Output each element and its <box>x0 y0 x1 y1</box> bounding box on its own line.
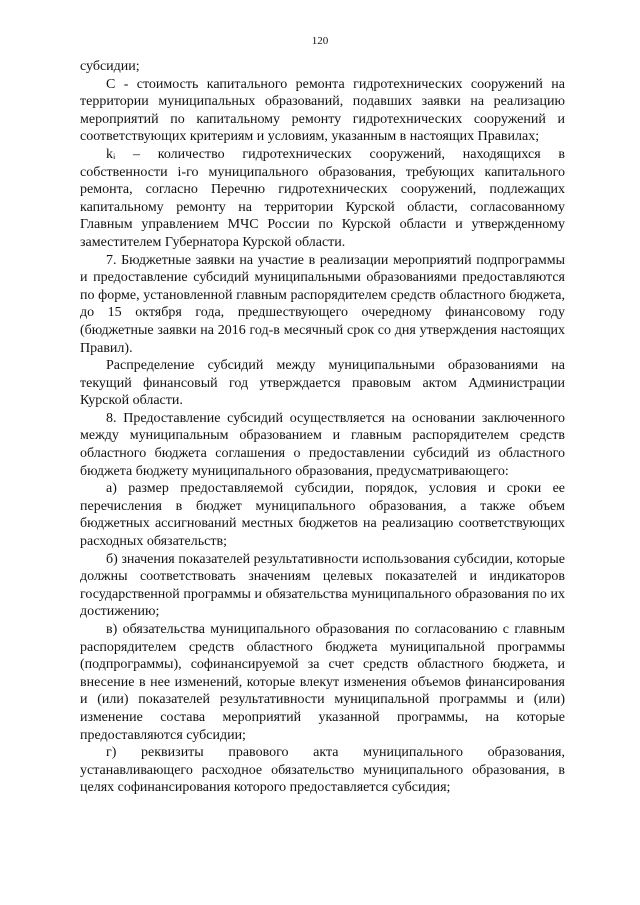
paragraph-distribution: Распределение субсидий между муниципальными образованиями на текущий финансовый год утверждается правовым актом Администрации Курской области. <box>80 358 565 409</box>
paragraph-clause-8: 8. Предоставление субсидий осуществляется на основании заключенного между муниципальным образованием и главным распорядителем средств областного бюджета соглашения о предоставлении субсидий из областного бюджета бюджету муниципального образования, предусматривающего: <box>80 410 565 479</box>
document-body <box>80 58 565 797</box>
paragraph-subsidies-end: субсидии; <box>80 59 140 74</box>
paragraph-item-b: б) значения показателей результативности использования субсидии, которые должны соответствовать значениям целевых показателей и индикаторов государственной программы и обязательства муниципального образования по их достижению; <box>80 551 565 620</box>
paragraph-item-v: в) обязательства муниципального образования по согласованию с главным распорядителем средств областного бюджета муниципальной программы (подпрограммы), софинансируемой за счет средств областного бюджета, и внесение в нее изменений, которые влекут изменения объемов финансирования и (или) показателей результативности муниципальной программы и (или) изменение состава мероприятий указанной программы, на которые предоставляются субсидии; <box>80 622 565 743</box>
page-number: 120 <box>311 35 329 47</box>
paragraph-item-a: а) размер предоставляемой субсидии, порядок, условия и сроки ее перечисления в бюджет муниципального образования, а также объем бюджетных ассигнований местных бюджетов на реализацию соответствующих расходных обязательств; <box>80 481 565 550</box>
paragraph-clause-7: 7. Бюджетные заявки на участие в реализации мероприятий подпрограммы и предоставление субсидий муниципальными образованиями предоставляются по форме, установленной главным распорядителем средств областного бюджета, до 15 октября года, предшествующего очередному финансовому году (бюджетные заявки на 2016 год-в месячный срок со дня утверждения настоящих Правил). <box>80 252 565 356</box>
paragraph-item-g: г) реквизиты правового акта муниципального образования, устанавливающего расходное обязательство муниципального образования, в целях софинансирования которого предоставляется субсидия; <box>80 745 565 796</box>
paragraph-definition-ki: kᵢ – количество гидротехнических сооружений, находящихся в собственности i-го муниципального образования, требующих капитального ремонта, согласно Перечню гидротехнических сооружений, подлежащих капитальному ремонту на территории Курской области, согласованному Главным управлением МЧС России по Курской области и утвержденному заместителем Губернатора Курской области. <box>80 146 565 250</box>
paragraph-definition-c: C - стоимость капитального ремонта гидротехнических сооружений на территории муниципальных образований, подавших заявки на реализацию мероприятий по капитальному ремонту гидротехнических сооружений и соответствующих критериям и условиям, указанным в настоящих Правилах; <box>80 76 565 145</box>
